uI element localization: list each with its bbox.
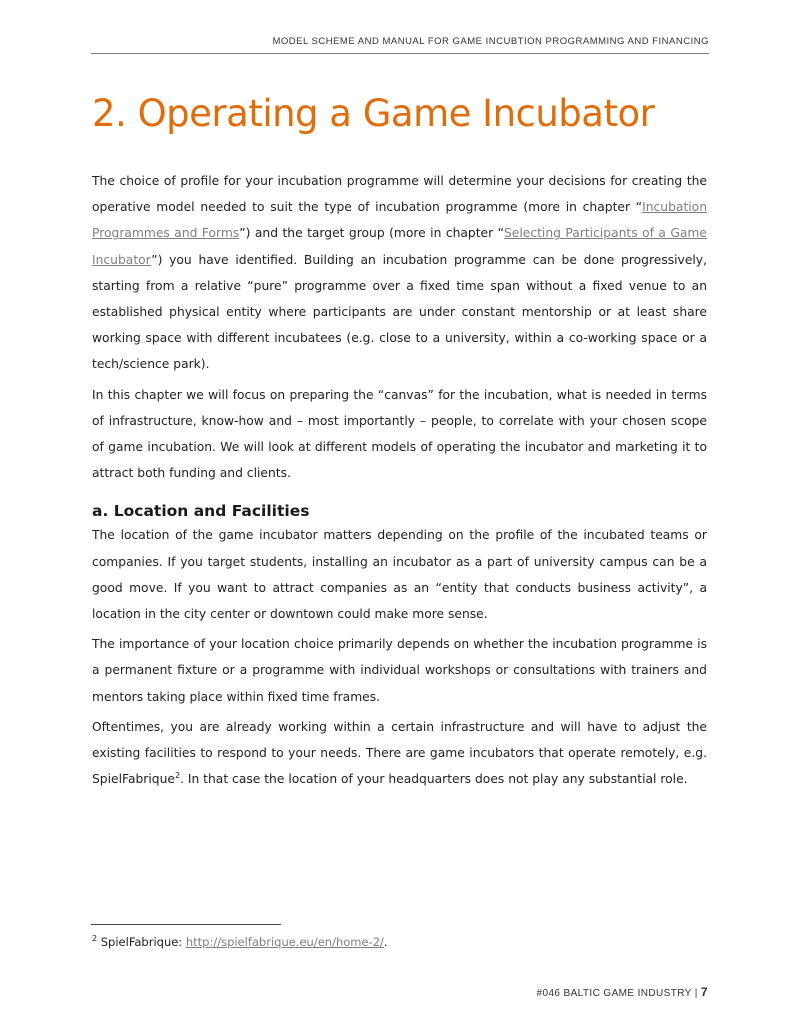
location-p3-text-a: Oftentimes, you are already working within a certain infrastructure and will have to adjust the existing facilities to respond to your needs. There are game incubators that operate remotely, e.g. SpielFabrique	[92, 719, 707, 787]
intro-p1-text-a: The choice of profile for your incubation programme will determine your decisions for creating the operative model needed to suit the type of incubation programme (more in chapter “	[92, 174, 707, 215]
footnote-end: .	[383, 935, 388, 949]
location-paragraph-2: The importance of your location choice primarily depends on whether the incubation programme is a permanent fixture or a programme with individual workshops or consultations with trainers and mentors taking place within fixed time frames.	[92, 637, 707, 704]
spielfabrique-link[interactable]: http://spielfabrique.eu/en/home-2/	[185, 935, 384, 949]
footnote-ref[interactable]: 2	[174, 771, 181, 781]
section-heading-location: a. Location and Facilities	[92, 502, 310, 521]
intro-paragraph-1	[92, 168, 707, 378]
page-footer	[537, 985, 708, 999]
footnote-divider	[91, 924, 281, 925]
location-paragraph-3	[92, 714, 707, 793]
intro-p1-text-b: ”) and the target group (more in chapter “	[239, 226, 504, 241]
incubation-programmes-link[interactable]: Incubation Programmes and Forms	[92, 200, 707, 241]
page-number: 7	[700, 985, 708, 999]
location-p3-text-b: . In that case the location of your headquarters does not play any substantial role.	[180, 772, 688, 787]
footnote-number: 2	[92, 934, 98, 944]
page-title: 2. Operating a Game Incubator	[92, 92, 655, 135]
footer-label: #046 BALTIC GAME INDUSTRY |	[536, 988, 701, 999]
location-paragraph-1: The location of the game incubator matters depending on the profile of the incubated teams or companies. If you target students, installing an incubator as a part of university campus can be a good move. If you want to attract companies as an “entity that conducts business activity”, a location in the city center or downtown could make more sense.	[92, 528, 707, 622]
footnote	[92, 935, 388, 949]
footnote-label: SpielFabrique:	[97, 935, 186, 949]
running-header: MODEL SCHEME AND MANUAL FOR GAME INCUBTION PROGRAMMING AND FINANCING	[272, 36, 709, 47]
body-content	[92, 168, 707, 796]
selecting-participants-link[interactable]: Selecting Participants of a Game Incubator	[92, 226, 707, 267]
intro-paragraph-2: In this chapter we will focus on preparing the “canvas” for the incubation, what is needed in terms of infrastructure, know-how and – most importantly – people, to correlate with your chosen scope of game incubation. We will look at different models of operating the incubator and marketing it to attract both funding and clients.	[92, 387, 707, 481]
intro-p1-text-c: ”) you have identified. Building an incubation programme can be done progressively, starting from a relative “pure” programme over a fixed time span without a fixed venue to an established physical entity where participants are under constant mentorship or at least share working space with different incubatees (e.g. close to a university, within a co-working space or a tech/science park).	[92, 252, 707, 372]
header-divider	[91, 53, 709, 54]
